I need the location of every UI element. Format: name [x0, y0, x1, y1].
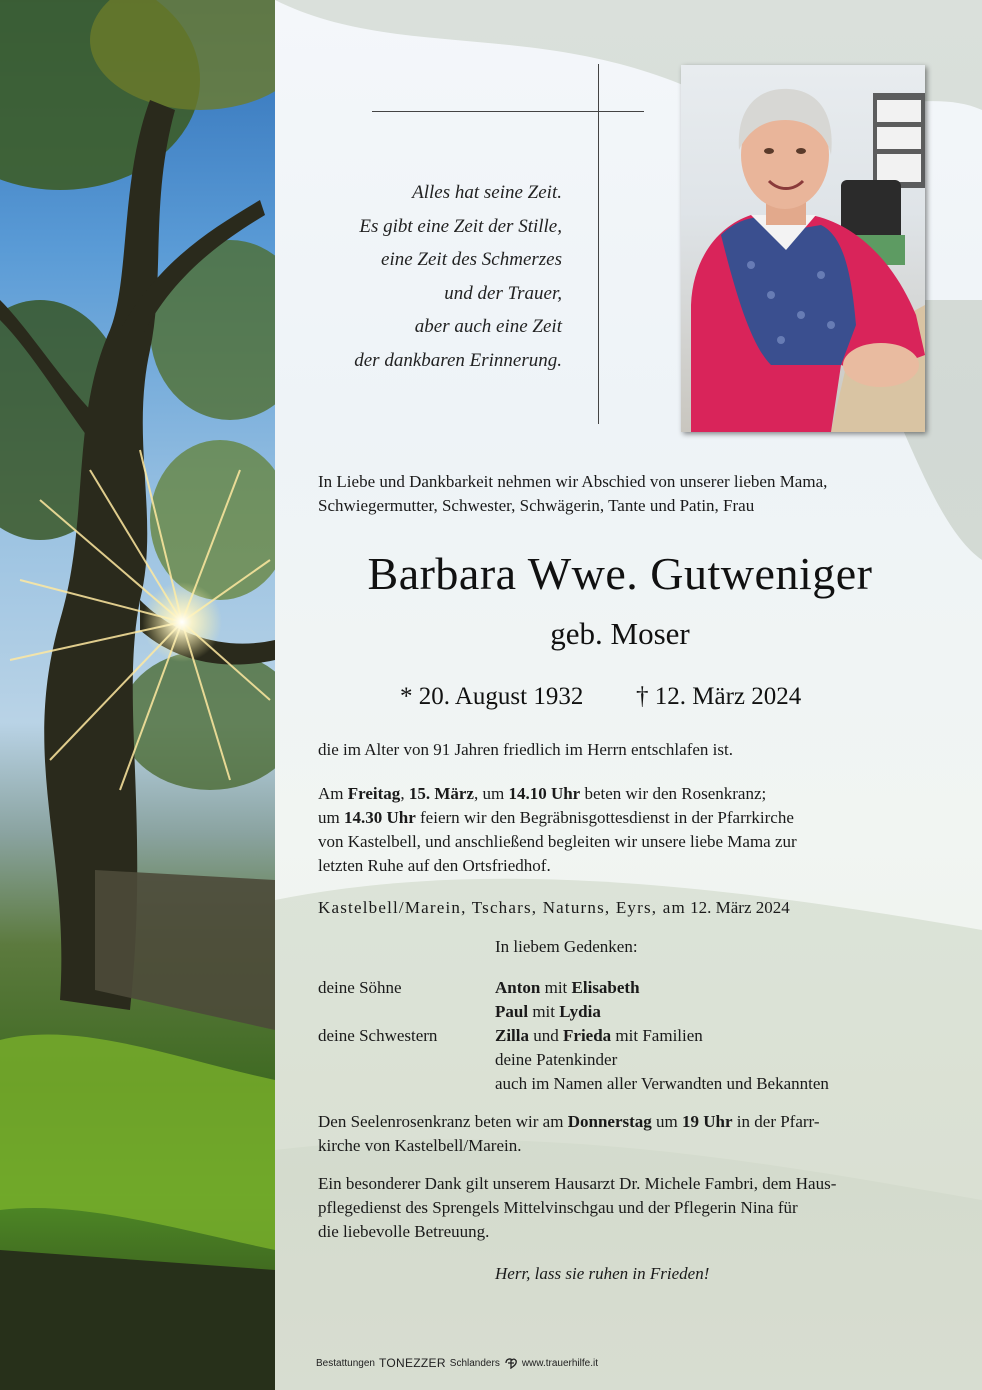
cross-horizontal-bar [372, 111, 644, 112]
text-fragment: Den Seelenrosenkranz beten wir am [318, 1112, 568, 1131]
funeral-line: von Kastelbell, und anschließend begleiten wir unsere liebe Mama zur [318, 832, 797, 851]
text-fragment: mit [540, 978, 572, 997]
text-fragment: mit [528, 1002, 560, 1021]
intro-line: In Liebe und Dankbarkeit nehmen wir Abschied von unserer lieben Mama, [318, 472, 828, 491]
tree-sunburst-photo [0, 0, 275, 1390]
text-fragment: in der Pfarr- [732, 1112, 820, 1131]
label-sons: deine Söhne [318, 978, 402, 997]
places-and-date [318, 896, 928, 920]
rosary-time: 14.10 Uhr [508, 784, 581, 803]
footer-credit [316, 1356, 598, 1370]
intro-text [318, 470, 928, 518]
mourner-line [495, 1024, 829, 1048]
motto-line: Es gibt eine Zeit der Stille, [359, 215, 562, 237]
mourner-line: auch im Namen aller Verwandten und Bekannten [495, 1074, 829, 1093]
thanks-line: die liebevolle Betreuung. [318, 1222, 490, 1241]
funeral-details [318, 782, 928, 878]
funeral-line: letzten Ruhe auf den Ortsfriedhof. [318, 856, 551, 875]
funeral-line [318, 782, 928, 806]
footer-brand: TONEZZER [378, 1356, 446, 1370]
text-fragment: Am [318, 784, 348, 803]
places-text: Kastelbell/Marein, Tschars, Naturns, Eyrs, am [318, 898, 686, 917]
mourners-list [495, 976, 829, 1096]
mourner-line: deine Patenkinder [495, 1050, 618, 1069]
rosary-day: Donnerstag [567, 1112, 652, 1131]
closing-prayer: Herr, lass sie ruhen in Frieden! [495, 1264, 710, 1283]
mourner-line [495, 1000, 829, 1024]
motto-line: eine Zeit des Schmerzes [381, 249, 562, 270]
intro-line: Schwiegermutter, Schwester, Schwägerin, Tante und Patin, Frau [318, 496, 755, 515]
motto-line: und der Trauer, [444, 282, 562, 304]
birth-date: * 20. August 1932 [400, 683, 584, 710]
mourner-name: Anton [495, 978, 541, 997]
text-fragment: und [529, 1026, 564, 1045]
label-sisters: deine Schwestern [318, 1026, 438, 1045]
death-date: † 12. März 2024 [636, 683, 802, 710]
rosary-hour: 19 Uhr [682, 1112, 733, 1131]
footer-prefix: Bestattungen [316, 1357, 375, 1369]
memory-title: In liebem Gedenken: [495, 937, 638, 956]
motto-line: Alles hat seine Zeit. [412, 182, 562, 203]
text-fragment: um [651, 1112, 683, 1131]
portrait-photo [681, 65, 925, 432]
rosary-notice [318, 1110, 928, 1158]
mourner-name: Elisabeth [571, 978, 640, 997]
deceased-name: Barbara Wwe. Gutweniger [367, 548, 873, 599]
funeral-date: 15. März [408, 784, 474, 803]
mourner-line [495, 976, 829, 1000]
service-time: 14.30 Uhr [343, 808, 416, 827]
maiden-name: geb. Moser [550, 616, 690, 651]
text-fragment: beten wir den Rosenkranz; [580, 784, 767, 803]
mourner-name: Zilla [495, 1026, 530, 1045]
footer-url[interactable]: www.trauerhilfe.it [521, 1357, 598, 1369]
mourner-name: Lydia [559, 1002, 601, 1021]
rosary-line [318, 1110, 928, 1134]
text-fragment: mit Familien [611, 1026, 703, 1045]
notice-date: 12. März 2024 [685, 898, 790, 917]
thanks-text [318, 1172, 928, 1244]
cross-vertical-bar [598, 64, 599, 424]
text-fragment: , um [473, 784, 509, 803]
day-name: Freitag [347, 784, 401, 803]
text-fragment: feiern wir den Begräbnisgottesdienst in der Pfarrkirche [415, 808, 794, 827]
rosary-line: kirche von Kastelbell/Marein. [318, 1136, 522, 1155]
thanks-line: Ein besonderer Dank gilt unserem Hausarzt Dr. Michele Fambri, dem Haus- [318, 1174, 837, 1193]
motto-line: aber auch eine Zeit [414, 316, 562, 337]
motto-line: der dankbaren Erinnerung. [354, 349, 562, 371]
trauerhilfe-logo-icon [504, 1357, 518, 1369]
mourner-name: Frieda [563, 1026, 612, 1045]
age-text: die im Alter von 91 Jahren friedlich im Herrn entschlafen ist. [318, 740, 733, 759]
text-fragment: um [318, 808, 344, 827]
thanks-line: pflegedienst des Sprengels Mittelvinschgau und der Pflegerin Nina für [318, 1198, 798, 1217]
funeral-line [318, 806, 928, 830]
footer-town: Schlanders [449, 1357, 500, 1369]
motto-verse [300, 176, 562, 377]
text-fragment: , [400, 784, 409, 803]
mourner-name: Paul [495, 1002, 529, 1021]
